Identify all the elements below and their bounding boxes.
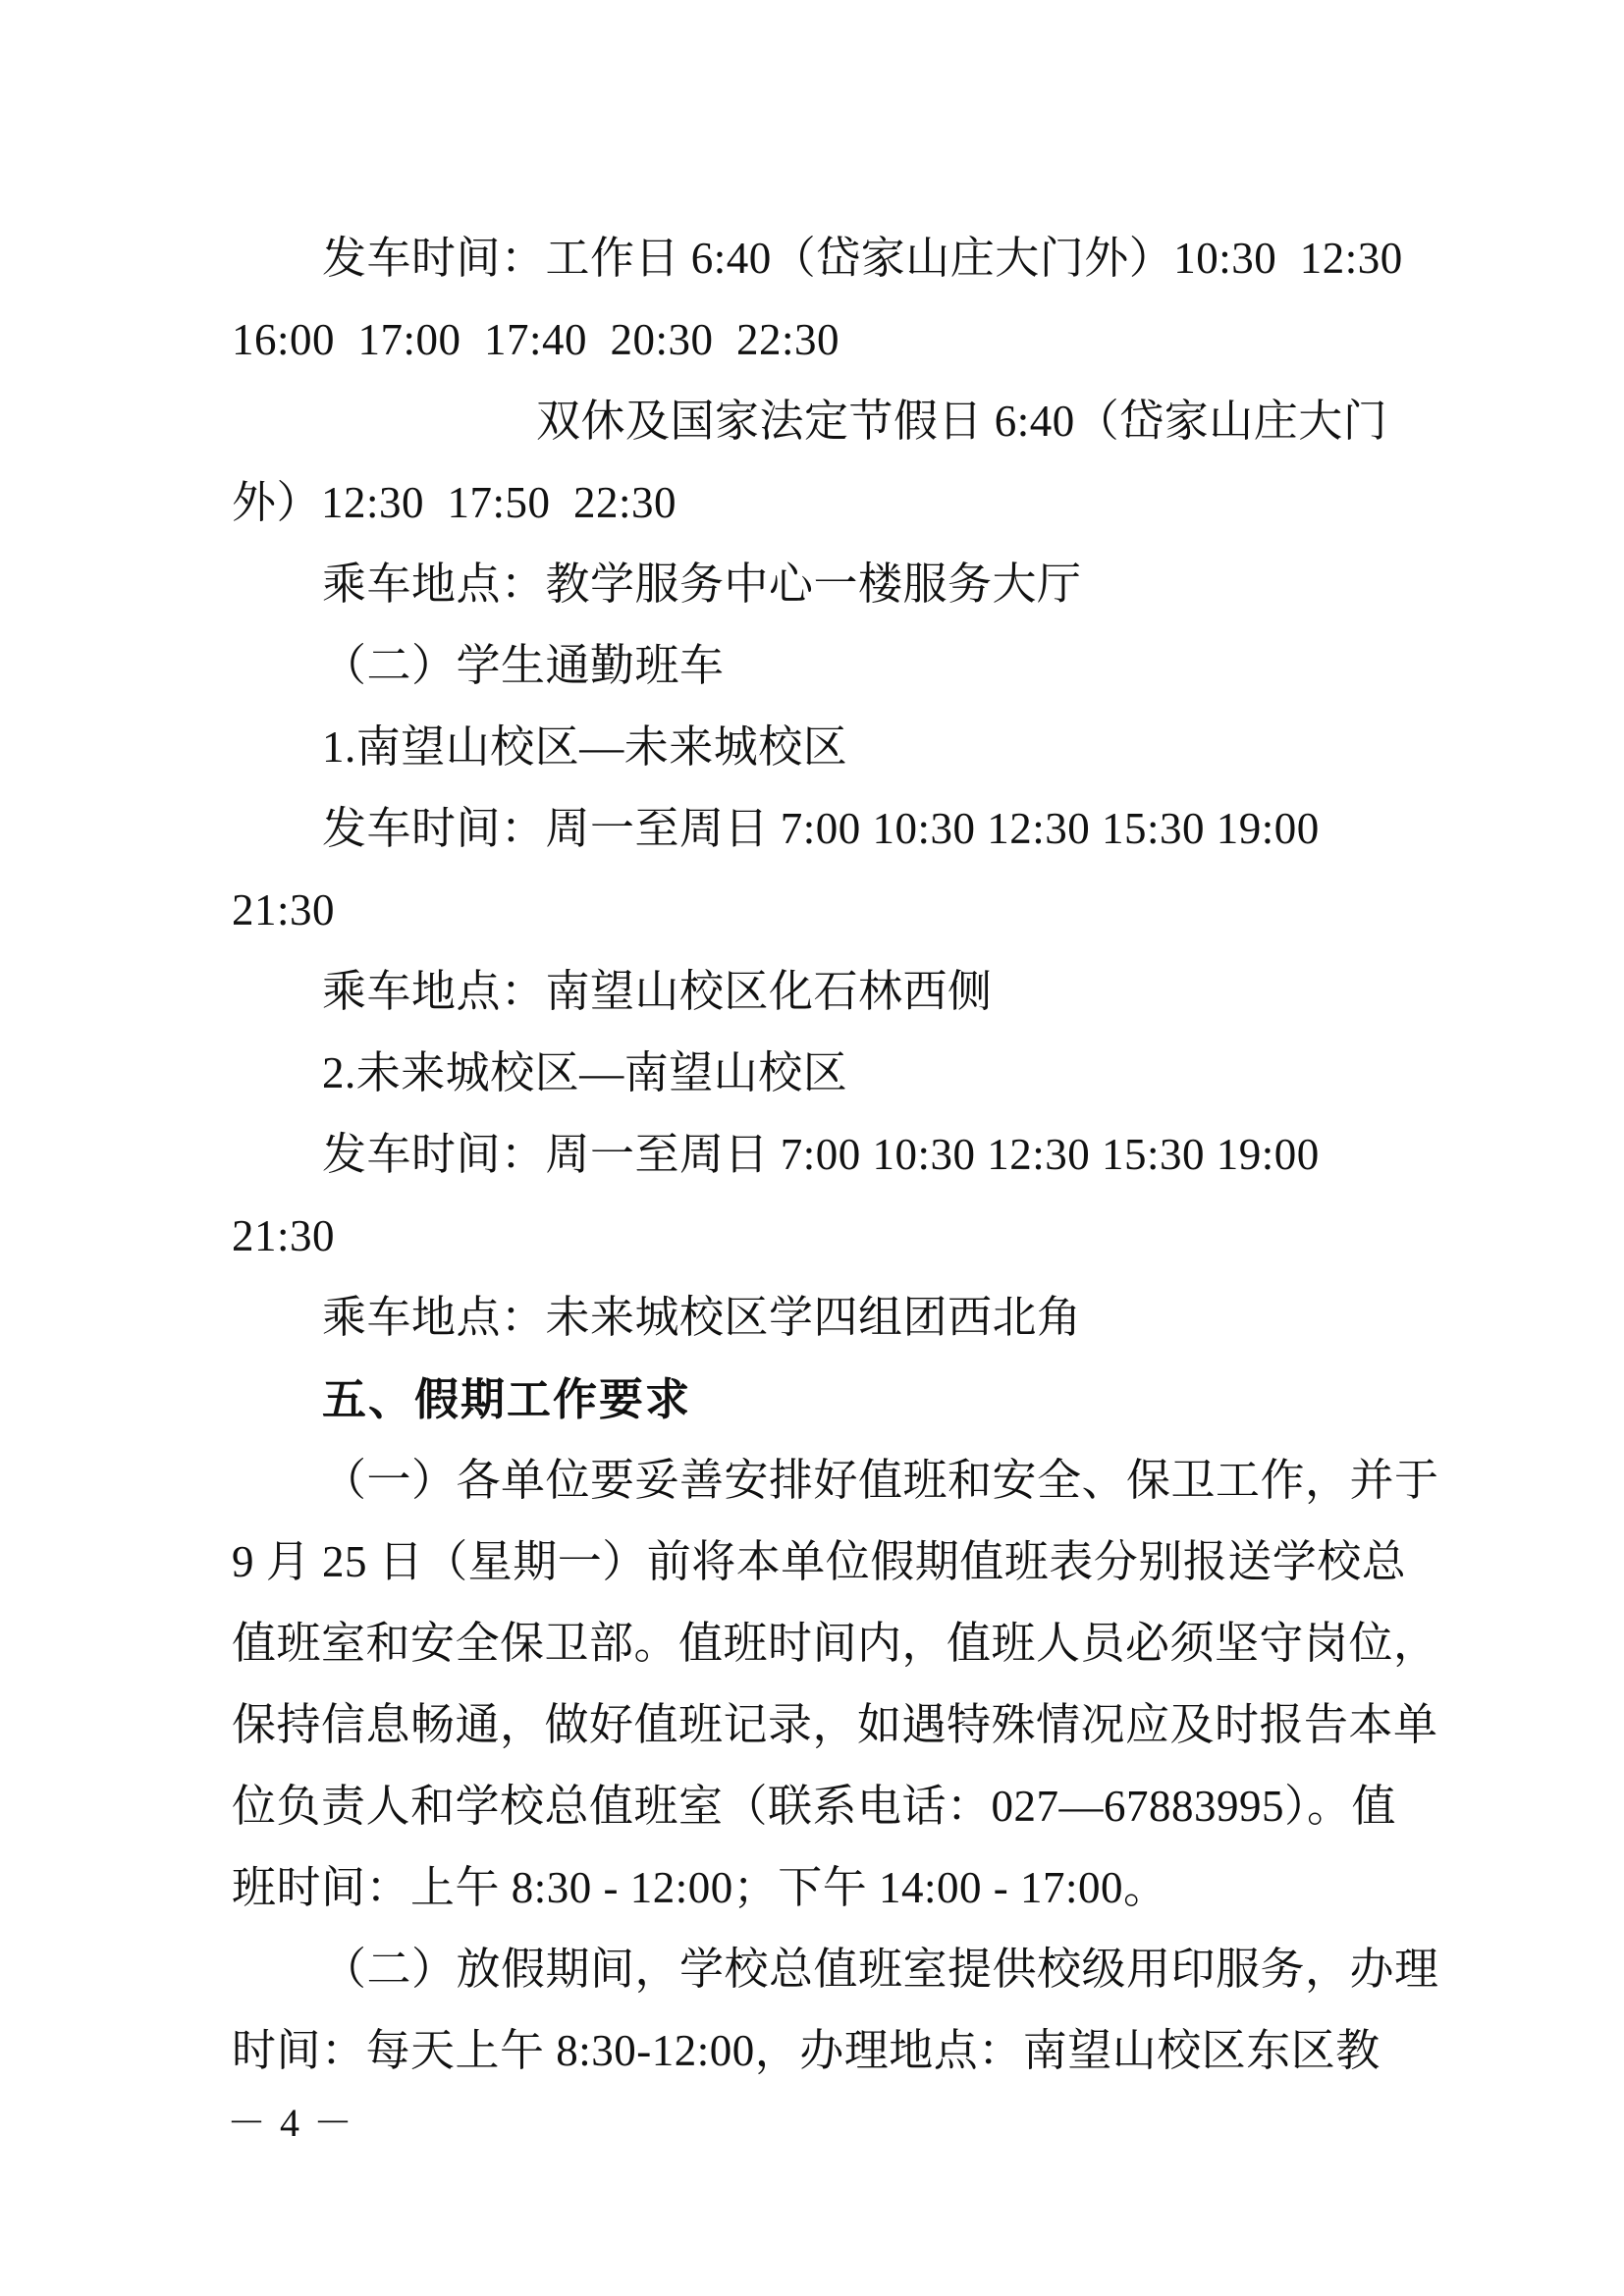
route-1-departure-times-line-2: 21:30 xyxy=(232,885,336,934)
route-1-heading: 1.南望山校区—未来城校区 xyxy=(322,722,848,772)
duty-arrangement-paragraph-line-3: 值班室和安全保卫部。值班时间内，值班人员必须坚守岗位， xyxy=(232,1619,1438,1668)
duty-arrangement-paragraph-line-2: 9 月 25 日（星期一）前将本单位假期值班表分别报送学校总 xyxy=(232,1537,1407,1586)
duty-arrangement-paragraph-line-1: （一）各单位要妥善安排好值班和安全、保卫工作，并于 xyxy=(322,1456,1439,1505)
duty-arrangement-paragraph-line-6: 班时间：上午 8:30 - 12:00；下午 14:00 - 17:00。 xyxy=(232,1863,1168,1912)
staff-shuttle-weekday-departure-times-line-2: 16:00 17:00 17:40 20:30 22:30 xyxy=(232,315,840,364)
document-body xyxy=(232,218,1439,2092)
staff-shuttle-weekday-departure-times-line-1: 发车时间：工作日 6:40（岱家山庄大门外）10:30 12:30 xyxy=(322,234,1403,283)
duty-arrangement-paragraph-line-4: 保持信息畅通，做好值班记录，如遇特殊情况应及时报告本单 xyxy=(232,1700,1438,1749)
page-number: － 4 － xyxy=(227,2101,354,2145)
route-2-boarding-location: 乘车地点：未来城校区学四组团西北角 xyxy=(322,1293,1082,1342)
duty-arrangement-paragraph-line-5: 位负责人和学校总值班室（联系电话：027—67883995）。值 xyxy=(232,1782,1397,1831)
staff-shuttle-boarding-location: 乘车地点：教学服务中心一楼服务大厅 xyxy=(322,560,1082,609)
route-2-heading: 2.未来城校区—南望山校区 xyxy=(322,1048,848,1097)
seal-service-paragraph-line-2: 时间：每天上午 8:30-12:00，办理地点：南望山校区东区教 xyxy=(232,2026,1380,2075)
staff-shuttle-holiday-departure-times-line-1: 双休及国家法定节假日 6:40（岱家山庄大门 xyxy=(536,397,1388,446)
route-2-departure-times-line-1: 发车时间：周一至周日 7:00 10:30 12:30 15:30 19:00 xyxy=(322,1130,1320,1179)
staff-shuttle-holiday-departure-times-line-2: 外）12:30 17:50 22:30 xyxy=(232,478,677,527)
route-1-departure-times-line-1: 发车时间：周一至周日 7:00 10:30 12:30 15:30 19:00 xyxy=(322,804,1320,853)
seal-service-paragraph-line-1: （二）放假期间，学校总值班室提供校级用印服务，办理 xyxy=(322,1945,1439,1994)
route-2-departure-times-line-2: 21:30 xyxy=(232,1211,336,1260)
section-heading-holiday-work-requirements: 五、假期工作要求 xyxy=(322,1374,692,1424)
subsection-heading-student-shuttle: （二）学生通勤班车 xyxy=(322,641,725,690)
route-1-boarding-location: 乘车地点：南望山校区化石林西侧 xyxy=(322,967,993,1016)
